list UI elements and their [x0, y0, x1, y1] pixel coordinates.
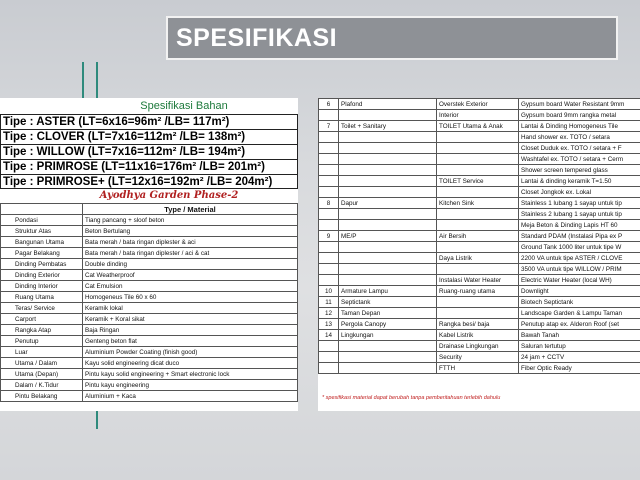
spec-item: Dalam / K.Tidur: [1, 380, 83, 391]
spec-item: [339, 143, 437, 154]
spec-item: [339, 220, 437, 231]
spec-no: [319, 253, 339, 264]
table-row: [1, 237, 298, 248]
spec-item: Bangunan Utama: [1, 237, 83, 248]
spec-no: [319, 264, 339, 275]
table-row: [1, 391, 298, 402]
house-type-row: Tipe : WILLOW (LT=7x16=112m² /LB= 194m²): [0, 144, 298, 159]
table-row: [1, 336, 298, 347]
table-row: [319, 132, 640, 143]
panel-heading: Spesifikasi Bahan: [140, 100, 228, 112]
table-row: [319, 341, 640, 352]
table-row: [319, 143, 640, 154]
spec-item: [339, 341, 437, 352]
additional-spec-table: [318, 98, 640, 374]
spec-sub: Instalasi Water Heater: [437, 275, 519, 286]
spec-sub: [437, 220, 519, 231]
spec-spec: Closet Duduk ex. TOTO / setara + F: [519, 143, 640, 154]
spec-spec: Fiber Optic Ready: [519, 363, 640, 374]
spec-sub: Daya Listrik: [437, 253, 519, 264]
spec-item: Armature Lampu: [339, 286, 437, 297]
spec-item: Teras/ Service: [1, 303, 83, 314]
spec-material: Cat Weatherproof: [83, 270, 298, 281]
table-row: [1, 325, 298, 336]
table-row: [1, 215, 298, 226]
spec-no: [319, 209, 339, 220]
page-title: SPESIFIKASI: [176, 23, 338, 52]
table-row: [1, 292, 298, 303]
spec-item: Utama (Depan): [1, 369, 83, 380]
spec-material: Double dinding: [83, 259, 298, 270]
spec-item: Dinding Interior: [1, 281, 83, 292]
spec-sub: [437, 264, 519, 275]
spec-no: [319, 176, 339, 187]
spec-item: [339, 264, 437, 275]
spec-item: Utama / Dalam: [1, 358, 83, 369]
column-header-empty: [1, 204, 83, 215]
spec-spec: Lantai & Dinding Homogeneus Tile: [519, 121, 640, 132]
table-row: [319, 242, 640, 253]
spec-sub: [437, 209, 519, 220]
table-row: [319, 220, 640, 231]
spec-material: Kayu solid engineering dicat duco: [83, 358, 298, 369]
spec-spec: Bawah Tanah: [519, 330, 640, 341]
table-row: [1, 369, 298, 380]
spec-sub: TOILET Utama & Anak: [437, 121, 519, 132]
table-row: [1, 380, 298, 391]
spec-sub: TOILET Service: [437, 176, 519, 187]
spec-spec: Closet Jongkok ex. Lokal: [519, 187, 640, 198]
table-row: [319, 330, 640, 341]
spec-spec: 3500 VA untuk tipe WILLOW / PRIM: [519, 264, 640, 275]
table-row: [319, 154, 640, 165]
table-row: [319, 308, 640, 319]
spec-no: [319, 110, 339, 121]
spec-item: [339, 110, 437, 121]
spec-item: Penutup: [1, 336, 83, 347]
project-name: Ayodhya Garden Phase-2: [99, 190, 239, 201]
additional-spec-panel: [318, 98, 640, 411]
spec-item: [339, 242, 437, 253]
table-row: [1, 259, 298, 270]
spec-material: Keramik + Koral sikat: [83, 314, 298, 325]
table-row: [319, 363, 640, 374]
table-row: [319, 231, 640, 242]
table-row: [1, 314, 298, 325]
spec-spec: Meja Beton & Dinding Lapis HT 60: [519, 220, 640, 231]
spec-no: 13: [319, 319, 339, 330]
disclaimer-note: * spesifikasi material dapat berubah tanpa pemberitahuan terlebih dahulu: [322, 395, 501, 401]
spec-material: Keramik lokal: [83, 303, 298, 314]
spec-material: Homogeneus Tile 60 x 60: [83, 292, 298, 303]
title-banner: [166, 16, 618, 60]
spec-spec: Gypsum board Water Resistant 9mm: [519, 99, 640, 110]
spec-sub: Security: [437, 352, 519, 363]
spec-no: [319, 242, 339, 253]
spec-material: Pintu kayu engineering: [83, 380, 298, 391]
spec-item: Struktur Atas: [1, 226, 83, 237]
spec-spec: Lantai & dinding keramik T=1.50: [519, 176, 640, 187]
spec-spec: Stainless 1 lubang 1 sayap untuk tip: [519, 198, 640, 209]
spec-sub: [437, 297, 519, 308]
spec-item: Septictank: [339, 297, 437, 308]
table-row: [319, 165, 640, 176]
spec-no: [319, 363, 339, 374]
spec-item: Pagar Belakang: [1, 248, 83, 259]
spec-item: [339, 132, 437, 143]
spec-spec: Penutup atap ex. Alderon Roof (set: [519, 319, 640, 330]
spec-material: Bata merah / bata ringan diplester & aci: [83, 237, 298, 248]
spec-item: [339, 176, 437, 187]
spec-spec: Landscape Garden & Lampu Taman: [519, 308, 640, 319]
spec-no: [319, 132, 339, 143]
spec-sub: [437, 308, 519, 319]
spec-sub: Rangka besi/ baja: [437, 319, 519, 330]
table-row: [319, 121, 640, 132]
spec-item: Taman Depan: [339, 308, 437, 319]
table-row: [1, 347, 298, 358]
spec-item: Luar: [1, 347, 83, 358]
spec-spec: Gypsum board 9mm rangka metal: [519, 110, 640, 121]
spec-spec: Shower screen tempered glass: [519, 165, 640, 176]
table-row: [319, 264, 640, 275]
material-spec-panel: [0, 98, 298, 411]
spec-sub: [437, 242, 519, 253]
spec-spec: Saluran tertutup: [519, 341, 640, 352]
spec-material: Bata merah / bata ringan diplester / aci & cat: [83, 248, 298, 259]
spec-sub: [437, 132, 519, 143]
spec-sub: Drainase Lingkungan: [437, 341, 519, 352]
spec-no: 12: [319, 308, 339, 319]
spec-item: Toilet + Sanitary: [339, 121, 437, 132]
spec-item: Lingkungan: [339, 330, 437, 341]
spec-sub: Overstek Exterior: [437, 99, 519, 110]
spec-no: 11: [319, 297, 339, 308]
spec-material: Genteng beton flat: [83, 336, 298, 347]
spec-item: ME/P: [339, 231, 437, 242]
spec-item: [339, 275, 437, 286]
spec-sub: Kabel Listrik: [437, 330, 519, 341]
spec-no: [319, 275, 339, 286]
table-row: [1, 303, 298, 314]
spec-no: 8: [319, 198, 339, 209]
spec-sub: [437, 154, 519, 165]
accent-line-left: [82, 62, 84, 98]
spec-item: Dinding Exterior: [1, 270, 83, 281]
spec-spec: Washtafel ex. TOTO / setara + Cerm: [519, 154, 640, 165]
spec-material: Beton Bertulang: [83, 226, 298, 237]
spec-sub: [437, 143, 519, 154]
table-row: [319, 253, 640, 264]
spec-no: 7: [319, 121, 339, 132]
spec-material: Baja Ringan: [83, 325, 298, 336]
spec-spec: 2200 VA untuk tipe ASTER / CLOVE: [519, 253, 640, 264]
table-row: [319, 286, 640, 297]
table-row: [319, 110, 640, 121]
spec-spec: Hand shower ex. TOTO / setara: [519, 132, 640, 143]
spec-material: Aluminium + Kaca: [83, 391, 298, 402]
spec-spec: Ground Tank 1000 liter untuk tipe W: [519, 242, 640, 253]
house-type-row: Tipe : PRIMROSE (LT=11x16=176m² /LB= 201m²): [0, 159, 298, 174]
table-row: [1, 226, 298, 237]
house-type-row: Tipe : PRIMROSE+ (LT=12x16=192m² /LB= 204m²): [0, 174, 298, 189]
spec-no: 9: [319, 231, 339, 242]
spec-no: 6: [319, 99, 339, 110]
spec-material: Tiang pancang + sloof beton: [83, 215, 298, 226]
spec-no: [319, 220, 339, 231]
spec-no: [319, 165, 339, 176]
spec-sub: [437, 187, 519, 198]
table-row: [319, 99, 640, 110]
spec-item: [339, 363, 437, 374]
table-row: [319, 275, 640, 286]
spec-item: [339, 209, 437, 220]
table-row: [319, 352, 640, 363]
accent-line-bottom: [96, 411, 98, 429]
accent-line-right: [96, 62, 98, 98]
spec-item: Carport: [1, 314, 83, 325]
spec-spec: Stainless 2 lubang 1 sayap untuk tip: [519, 209, 640, 220]
spec-sub: Kitchen Sink: [437, 198, 519, 209]
spec-no: [319, 187, 339, 198]
spec-no: [319, 154, 339, 165]
material-table: [0, 203, 298, 402]
spec-sub: Air Bersih: [437, 231, 519, 242]
spec-item: [339, 352, 437, 363]
table-row: [1, 281, 298, 292]
spec-no: [319, 352, 339, 363]
spec-item: Dapur: [339, 198, 437, 209]
spec-item: Pintu Belakang: [1, 391, 83, 402]
spec-sub: Interior: [437, 110, 519, 121]
table-row: [1, 248, 298, 259]
table-row: [319, 176, 640, 187]
spec-sub: FTTH: [437, 363, 519, 374]
house-type-row: Tipe : CLOVER (LT=7x16=112m² /LB= 138m²): [0, 129, 298, 144]
spec-spec: Downlight: [519, 286, 640, 297]
spec-material: Aluminium Powder Coating (finish good): [83, 347, 298, 358]
spec-material: Cat Emulsion: [83, 281, 298, 292]
table-row: [319, 319, 640, 330]
spec-no: 14: [319, 330, 339, 341]
spec-no: [319, 143, 339, 154]
spec-sub: [437, 165, 519, 176]
table-row: [319, 297, 640, 308]
spec-spec: 24 jam + CCTV: [519, 352, 640, 363]
spec-item: [339, 253, 437, 264]
spec-spec: Standard PDAM (Instalasi Pipa ex P: [519, 231, 640, 242]
spec-item: Plafond: [339, 99, 437, 110]
table-row: [1, 270, 298, 281]
spec-sub: Ruang-ruang utama: [437, 286, 519, 297]
spec-spec: Electric Water Heater (local WH): [519, 275, 640, 286]
spec-item: Pondasi: [1, 215, 83, 226]
spec-item: Pergola Canopy: [339, 319, 437, 330]
column-header-material: Type / Material: [83, 204, 298, 215]
spec-item: Ruang Utama: [1, 292, 83, 303]
spec-spec: Biotech Septictank: [519, 297, 640, 308]
table-row: [1, 358, 298, 369]
spec-item: [339, 165, 437, 176]
house-type-row: Tipe : ASTER (LT=6x16=96m² /LB= 117m²): [0, 114, 298, 129]
spec-no: [319, 341, 339, 352]
house-type-list: [0, 114, 298, 189]
spec-item: Dinding Pembatas: [1, 259, 83, 270]
spec-item: Rangka Atap: [1, 325, 83, 336]
spec-item: [339, 154, 437, 165]
table-row: [319, 209, 640, 220]
table-row: [319, 198, 640, 209]
table-row: [319, 187, 640, 198]
spec-material: Pintu kayu solid engineering + Smart electronic lock: [83, 369, 298, 380]
spec-no: 10: [319, 286, 339, 297]
spec-item: [339, 187, 437, 198]
